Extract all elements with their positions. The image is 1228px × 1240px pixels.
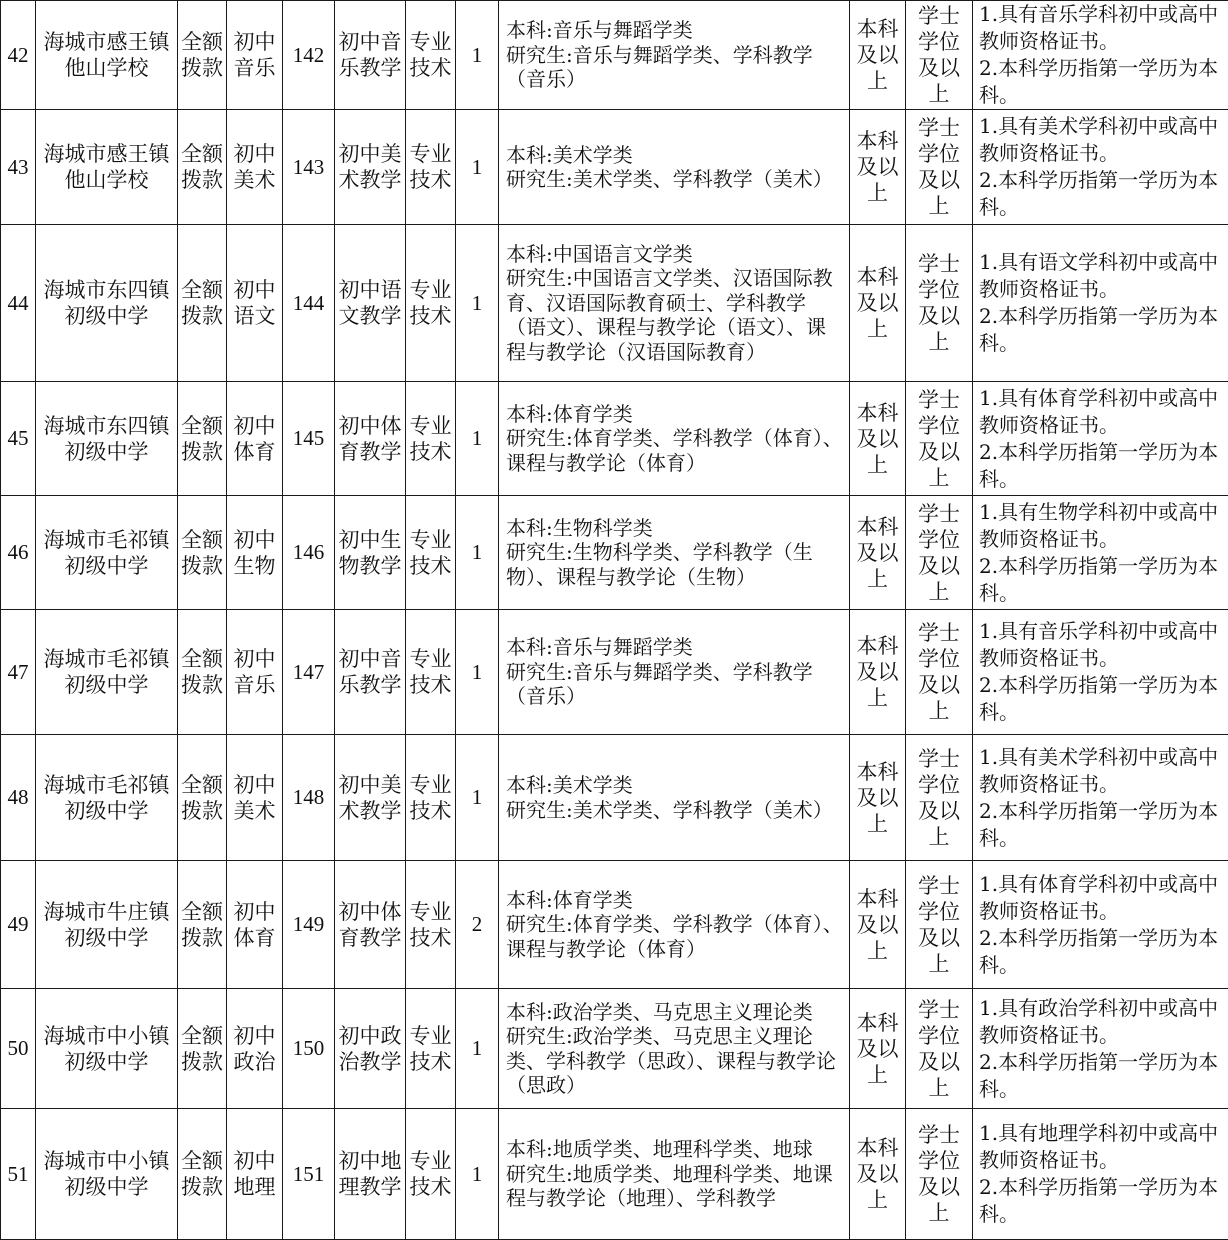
post-category: 专业技术 bbox=[406, 382, 456, 496]
major-undergraduate: 本科:美术学类 bbox=[506, 143, 845, 168]
post-category: 专业技术 bbox=[406, 989, 456, 1109]
major-postgraduate: 研究生:地质学类、地理科学类、地课程与教学论（地理）、学科教学 bbox=[506, 1162, 845, 1211]
major-undergraduate: 本科:体育学类 bbox=[506, 888, 845, 913]
major-postgraduate: 研究生:体育学类、学科教学（体育）、课程与教学论（体育） bbox=[506, 426, 845, 475]
post-name: 初中音乐 bbox=[227, 610, 283, 735]
post-name: 初中语文 bbox=[227, 225, 283, 382]
row-number: 48 bbox=[1, 735, 36, 861]
major-undergraduate: 本科:中国语言文学类 bbox=[506, 242, 845, 267]
post-name: 初中生物 bbox=[227, 496, 283, 610]
funding-type: 全额拨款 bbox=[178, 861, 227, 989]
other-requirements bbox=[973, 496, 1228, 610]
first-degree-note: 2.本科学历指第一学历为本科。 bbox=[979, 798, 1225, 852]
hire-count: 1 bbox=[456, 1, 499, 110]
first-degree-note: 2.本科学历指第一学历为本科。 bbox=[979, 167, 1225, 221]
major-requirement bbox=[499, 225, 850, 382]
first-degree-note: 2.本科学历指第一学历为本科。 bbox=[979, 672, 1225, 726]
education-requirement: 本科及以上 bbox=[850, 610, 906, 735]
major-requirement bbox=[499, 496, 850, 610]
major-postgraduate: 研究生:美术学类、学科教学（美术） bbox=[506, 798, 845, 823]
major-undergraduate: 本科:生物科学类 bbox=[506, 516, 845, 541]
major-undergraduate: 本科:音乐与舞蹈学类 bbox=[506, 635, 845, 660]
post-name: 初中美术 bbox=[227, 110, 283, 225]
major-postgraduate: 研究生:音乐与舞蹈学类、学科教学（音乐） bbox=[506, 660, 845, 709]
degree-requirement: 学士学位及以上 bbox=[906, 1109, 973, 1240]
hire-count: 1 bbox=[456, 989, 499, 1109]
other-requirements bbox=[973, 110, 1228, 225]
row-number: 49 bbox=[1, 861, 36, 989]
degree-requirement: 学士学位及以上 bbox=[906, 610, 973, 735]
first-degree-note: 2.本科学历指第一学历为本科。 bbox=[979, 1174, 1225, 1228]
major-requirement bbox=[499, 861, 850, 989]
post-code: 148 bbox=[283, 735, 335, 861]
post-category: 专业技术 bbox=[406, 225, 456, 382]
table-row bbox=[1, 496, 1228, 610]
post-category: 专业技术 bbox=[406, 610, 456, 735]
post-category: 专业技术 bbox=[406, 1109, 456, 1240]
table-row bbox=[1, 1, 1228, 110]
degree-requirement: 学士学位及以上 bbox=[906, 861, 973, 989]
row-number: 51 bbox=[1, 1109, 36, 1240]
degree-requirement: 学士学位及以上 bbox=[906, 110, 973, 225]
degree-requirement: 学士学位及以上 bbox=[906, 989, 973, 1109]
major-undergraduate: 本科:音乐与舞蹈学类 bbox=[506, 18, 845, 43]
row-number: 47 bbox=[1, 610, 36, 735]
other-requirements bbox=[973, 861, 1228, 989]
hire-count: 1 bbox=[456, 1109, 499, 1240]
post-type: 初中体育教学 bbox=[335, 382, 406, 496]
major-postgraduate: 研究生:美术学类、学科教学（美术） bbox=[506, 167, 845, 192]
other-requirements bbox=[973, 1, 1228, 110]
other-requirements bbox=[973, 225, 1228, 382]
certificate-requirement: 1.具有生物学科初中或高中教师资格证书。 bbox=[979, 499, 1225, 553]
hire-count: 1 bbox=[456, 382, 499, 496]
employer-unit: 海城市东四镇初级中学 bbox=[36, 382, 178, 496]
post-category: 专业技术 bbox=[406, 861, 456, 989]
certificate-requirement: 1.具有音乐学科初中或高中教师资格证书。 bbox=[979, 618, 1225, 672]
degree-requirement: 学士学位及以上 bbox=[906, 496, 973, 610]
education-requirement: 本科及以上 bbox=[850, 382, 906, 496]
other-requirements bbox=[973, 1109, 1228, 1240]
degree-requirement: 学士学位及以上 bbox=[906, 382, 973, 496]
employer-unit: 海城市毛祁镇初级中学 bbox=[36, 496, 178, 610]
row-number: 45 bbox=[1, 382, 36, 496]
post-name: 初中体育 bbox=[227, 861, 283, 989]
major-postgraduate: 研究生:政治学类、马克思主义理论类、学科教学（思政）、课程与教学论（思政） bbox=[506, 1024, 845, 1098]
post-category: 专业技术 bbox=[406, 110, 456, 225]
post-name: 初中地理 bbox=[227, 1109, 283, 1240]
post-code: 145 bbox=[283, 382, 335, 496]
other-requirements bbox=[973, 735, 1228, 861]
education-requirement: 本科及以上 bbox=[850, 735, 906, 861]
education-requirement: 本科及以上 bbox=[850, 110, 906, 225]
hire-count: 1 bbox=[456, 225, 499, 382]
post-code: 151 bbox=[283, 1109, 335, 1240]
employer-unit: 海城市牛庄镇初级中学 bbox=[36, 861, 178, 989]
row-number: 43 bbox=[1, 110, 36, 225]
major-requirement bbox=[499, 1, 850, 110]
post-code: 142 bbox=[283, 1, 335, 110]
other-requirements bbox=[973, 382, 1228, 496]
post-name: 初中音乐 bbox=[227, 1, 283, 110]
first-degree-note: 2.本科学历指第一学历为本科。 bbox=[979, 439, 1225, 493]
education-requirement: 本科及以上 bbox=[850, 225, 906, 382]
post-name: 初中政治 bbox=[227, 989, 283, 1109]
row-number: 44 bbox=[1, 225, 36, 382]
education-requirement: 本科及以上 bbox=[850, 1, 906, 110]
hire-count: 1 bbox=[456, 610, 499, 735]
education-requirement: 本科及以上 bbox=[850, 989, 906, 1109]
first-degree-note: 2.本科学历指第一学历为本科。 bbox=[979, 925, 1225, 979]
employer-unit: 海城市东四镇初级中学 bbox=[36, 225, 178, 382]
major-undergraduate: 本科:体育学类 bbox=[506, 402, 845, 427]
degree-requirement: 学士学位及以上 bbox=[906, 225, 973, 382]
employer-unit: 海城市毛祁镇初级中学 bbox=[36, 610, 178, 735]
funding-type: 全额拨款 bbox=[178, 1, 227, 110]
employer-unit: 海城市中小镇初级中学 bbox=[36, 989, 178, 1109]
first-degree-note: 2.本科学历指第一学历为本科。 bbox=[979, 55, 1225, 109]
post-category: 专业技术 bbox=[406, 735, 456, 861]
table-body bbox=[1, 1, 1228, 1240]
employer-unit: 海城市毛祁镇初级中学 bbox=[36, 735, 178, 861]
post-code: 144 bbox=[283, 225, 335, 382]
table-row bbox=[1, 610, 1228, 735]
post-type: 初中语文教学 bbox=[335, 225, 406, 382]
certificate-requirement: 1.具有美术学科初中或高中教师资格证书。 bbox=[979, 744, 1225, 798]
major-postgraduate: 研究生:体育学类、学科教学（体育）、课程与教学论（体育） bbox=[506, 912, 845, 961]
post-code: 146 bbox=[283, 496, 335, 610]
post-code: 150 bbox=[283, 989, 335, 1109]
certificate-requirement: 1.具有体育学科初中或高中教师资格证书。 bbox=[979, 871, 1225, 925]
post-code: 149 bbox=[283, 861, 335, 989]
row-number: 50 bbox=[1, 989, 36, 1109]
row-number: 46 bbox=[1, 496, 36, 610]
post-type: 初中体育教学 bbox=[335, 861, 406, 989]
funding-type: 全额拨款 bbox=[178, 989, 227, 1109]
first-degree-note: 2.本科学历指第一学历为本科。 bbox=[979, 1049, 1225, 1103]
funding-type: 全额拨款 bbox=[178, 110, 227, 225]
post-type: 初中音乐教学 bbox=[335, 1, 406, 110]
major-undergraduate: 本科:美术学类 bbox=[506, 773, 845, 798]
table-row bbox=[1, 861, 1228, 989]
certificate-requirement: 1.具有体育学科初中或高中教师资格证书。 bbox=[979, 385, 1225, 439]
table-row bbox=[1, 1109, 1228, 1240]
certificate-requirement: 1.具有语文学科初中或高中教师资格证书。 bbox=[979, 249, 1225, 303]
education-requirement: 本科及以上 bbox=[850, 861, 906, 989]
first-degree-note: 2.本科学历指第一学历为本科。 bbox=[979, 303, 1225, 357]
major-postgraduate: 研究生:中国语言文学类、汉语国际教育、汉语国际教育硕士、学科教学（语文）、课程与教学论（语文）、课程与教学论（汉语国际教育） bbox=[506, 266, 845, 364]
certificate-requirement: 1.具有音乐学科初中或高中教师资格证书。 bbox=[979, 1, 1225, 55]
table-row bbox=[1, 110, 1228, 225]
hire-count: 1 bbox=[456, 735, 499, 861]
post-code: 147 bbox=[283, 610, 335, 735]
major-undergraduate: 本科:政治学类、马克思主义理论类 bbox=[506, 1000, 845, 1025]
table-row bbox=[1, 989, 1228, 1109]
funding-type: 全额拨款 bbox=[178, 610, 227, 735]
major-postgraduate: 研究生:生物科学类、学科教学（生物）、课程与教学论（生物） bbox=[506, 540, 845, 589]
table-row bbox=[1, 382, 1228, 496]
post-type: 初中生物教学 bbox=[335, 496, 406, 610]
funding-type: 全额拨款 bbox=[178, 225, 227, 382]
other-requirements bbox=[973, 989, 1228, 1109]
table-row bbox=[1, 735, 1228, 861]
row-number: 42 bbox=[1, 1, 36, 110]
major-undergraduate: 本科:地质学类、地理科学类、地球 bbox=[506, 1137, 845, 1162]
employer-unit: 海城市感王镇他山学校 bbox=[36, 1, 178, 110]
major-postgraduate: 研究生:音乐与舞蹈学类、学科教学（音乐） bbox=[506, 43, 845, 92]
hire-count: 1 bbox=[456, 110, 499, 225]
post-name: 初中体育 bbox=[227, 382, 283, 496]
employer-unit: 海城市中小镇初级中学 bbox=[36, 1109, 178, 1240]
post-type: 初中地理教学 bbox=[335, 1109, 406, 1240]
hire-count: 1 bbox=[456, 496, 499, 610]
table-row bbox=[1, 225, 1228, 382]
major-requirement bbox=[499, 382, 850, 496]
major-requirement bbox=[499, 110, 850, 225]
post-category: 专业技术 bbox=[406, 1, 456, 110]
certificate-requirement: 1.具有地理学科初中或高中教师资格证书。 bbox=[979, 1120, 1225, 1174]
post-name: 初中美术 bbox=[227, 735, 283, 861]
post-type: 初中美术教学 bbox=[335, 735, 406, 861]
major-requirement bbox=[499, 1109, 850, 1240]
hire-count: 2 bbox=[456, 861, 499, 989]
funding-type: 全额拨款 bbox=[178, 382, 227, 496]
major-requirement bbox=[499, 989, 850, 1109]
certificate-requirement: 1.具有政治学科初中或高中教师资格证书。 bbox=[979, 995, 1225, 1049]
certificate-requirement: 1.具有美术学科初中或高中教师资格证书。 bbox=[979, 113, 1225, 167]
degree-requirement: 学士学位及以上 bbox=[906, 735, 973, 861]
major-requirement bbox=[499, 610, 850, 735]
major-requirement bbox=[499, 735, 850, 861]
employer-unit: 海城市感王镇他山学校 bbox=[36, 110, 178, 225]
first-degree-note: 2.本科学历指第一学历为本科。 bbox=[979, 553, 1225, 607]
funding-type: 全额拨款 bbox=[178, 496, 227, 610]
post-category: 专业技术 bbox=[406, 496, 456, 610]
post-type: 初中政治教学 bbox=[335, 989, 406, 1109]
post-type: 初中音乐教学 bbox=[335, 610, 406, 735]
funding-type: 全额拨款 bbox=[178, 1109, 227, 1240]
education-requirement: 本科及以上 bbox=[850, 1109, 906, 1240]
other-requirements bbox=[973, 610, 1228, 735]
education-requirement: 本科及以上 bbox=[850, 496, 906, 610]
degree-requirement: 学士学位及以上 bbox=[906, 1, 973, 110]
post-code: 143 bbox=[283, 110, 335, 225]
funding-type: 全额拨款 bbox=[178, 735, 227, 861]
post-type: 初中美术教学 bbox=[335, 110, 406, 225]
